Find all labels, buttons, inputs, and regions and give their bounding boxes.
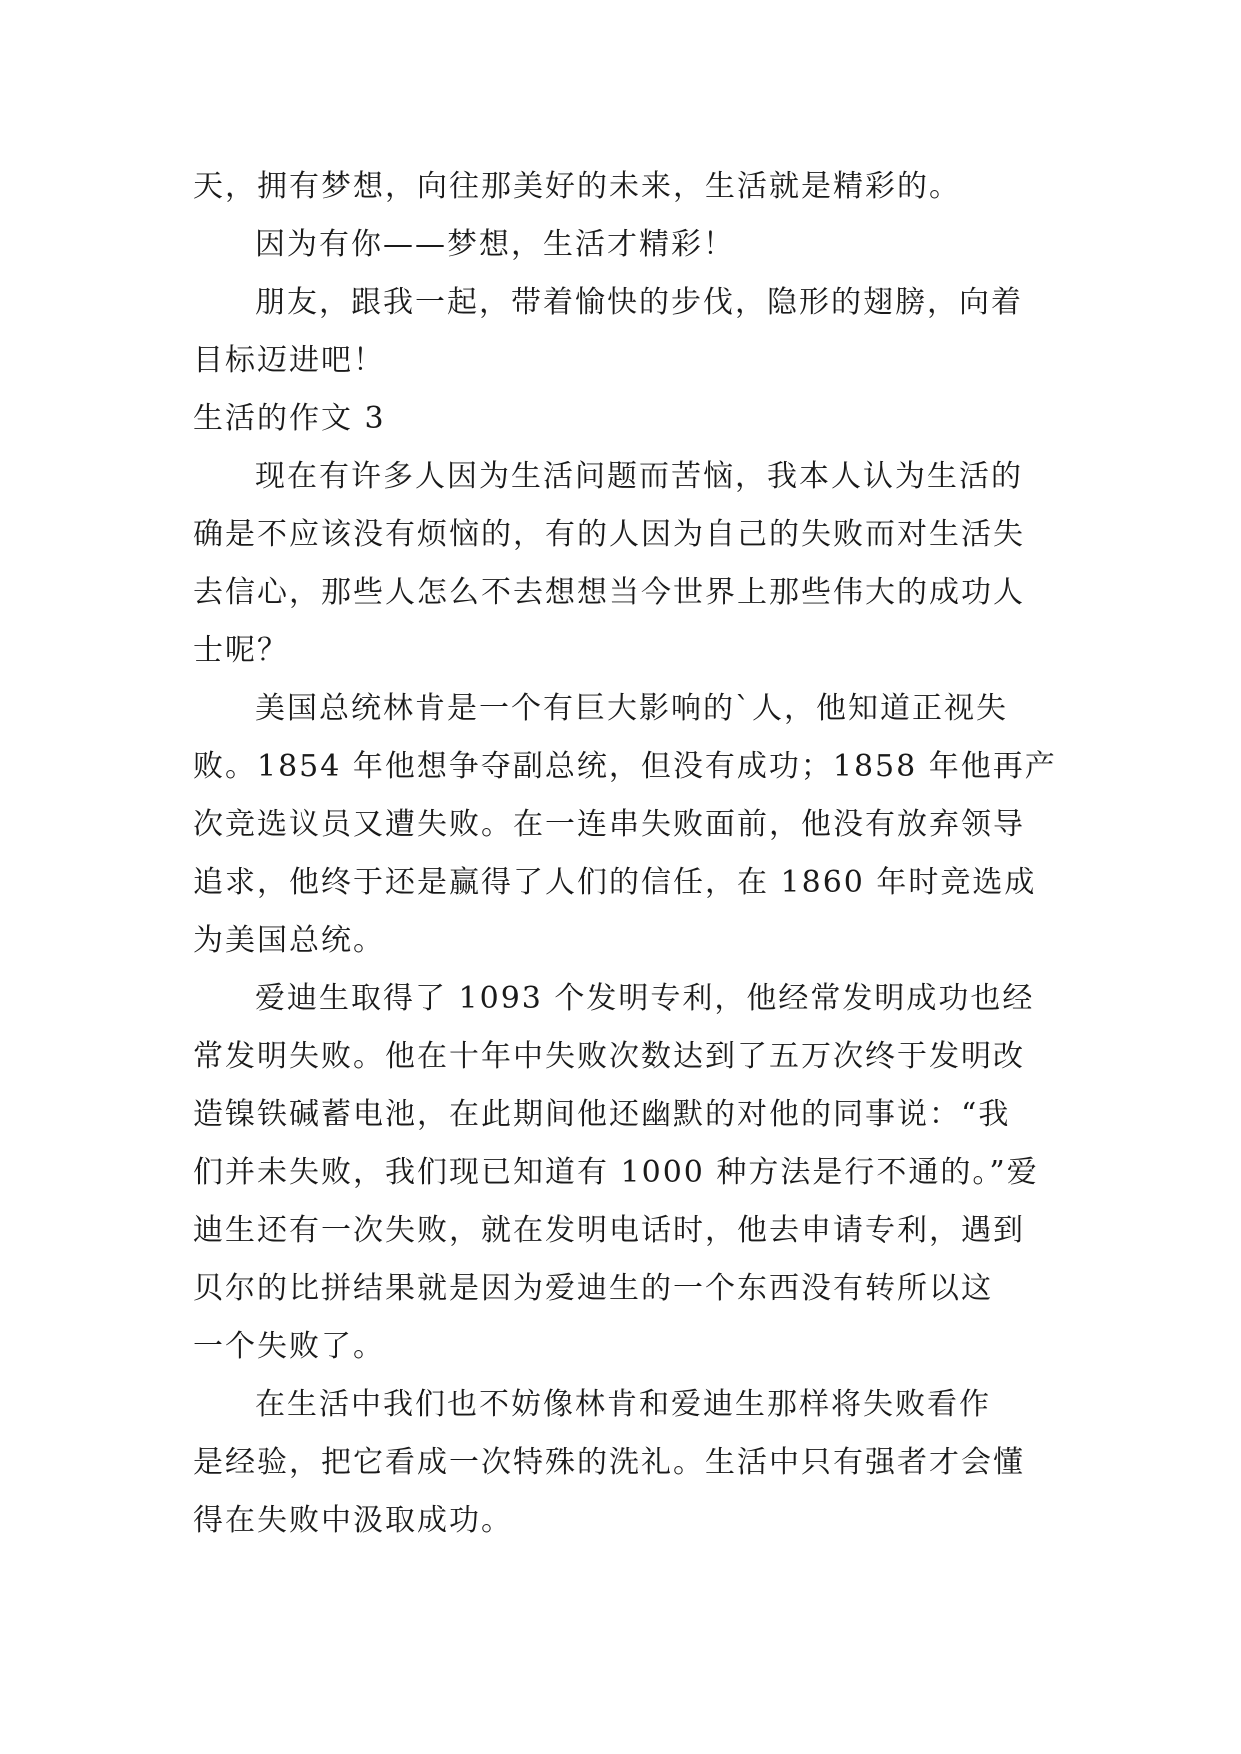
paragraph-line: 为美国总统。 — [193, 923, 385, 958]
paragraph-line: 造镍铁碱蓄电池，在此期间他还幽默的对他的同事说：“我 — [193, 1097, 1011, 1132]
paragraph-line: 因为有你——梦想，生活才精彩！ — [255, 227, 735, 262]
paragraph-line: 一个失败了。 — [193, 1329, 385, 1364]
paragraph-line: 们并未失败，我们现已知道有 1000 种方法是行不通的。”爱 — [193, 1155, 1039, 1190]
paragraph-line: 得在失败中汲取成功。 — [193, 1503, 513, 1538]
paragraph-line: 爱迪生取得了 1093 个发明专利，他经常发明成功也经 — [255, 981, 1035, 1016]
section-heading: 生活的作文 3 — [193, 401, 386, 436]
paragraph-line: 败。1854 年他想争夺副总统，但没有成功；1858 年他再产 — [193, 749, 1057, 784]
paragraph-line: 天，拥有梦想，向往那美好的未来，生活就是精彩的。 — [193, 169, 961, 204]
paragraph-line: 追求，他终于还是赢得了人们的信任，在 1860 年时竞选成 — [193, 865, 1037, 900]
document-body — [193, 158, 1057, 1550]
paragraph-line: 常发明失败。他在十年中失败次数达到了五万次终于发明改 — [193, 1039, 1025, 1074]
paragraph-line: 美国总统林肯是一个有巨大影响的`人，他知道正视失 — [255, 691, 1008, 726]
paragraph-line: 是经验，把它看成一次特殊的洗礼。生活中只有强者才会懂 — [193, 1445, 1025, 1480]
paragraph-line: 在生活中我们也不妨像林肯和爱迪生那样将失败看作 — [255, 1387, 991, 1422]
paragraph-line: 去信心，那些人怎么不去想想当今世界上那些伟大的成功人 — [193, 575, 1025, 610]
paragraph-line: 贝尔的比拼结果就是因为爱迪生的一个东西没有转所以这 — [193, 1271, 993, 1306]
paragraph-line: 次竞选议员又遭失败。在一连串失败面前，他没有放弃领导 — [193, 807, 1025, 842]
paragraph-line: 士呢？ — [193, 633, 289, 668]
paragraph-line: 迪生还有一次失败，就在发明电话时，他去申请专利，遇到 — [193, 1213, 1025, 1248]
paragraph-line: 现在有许多人因为生活问题而苦恼，我本人认为生活的 — [255, 459, 1023, 494]
paragraph-line: 目标迈进吧！ — [193, 343, 385, 378]
paragraph-line: 朋友，跟我一起，带着愉快的步伐，隐形的翅膀，向着 — [255, 285, 1023, 320]
paragraph-line: 确是不应该没有烦恼的，有的人因为自己的失败而对生活失 — [193, 517, 1025, 552]
